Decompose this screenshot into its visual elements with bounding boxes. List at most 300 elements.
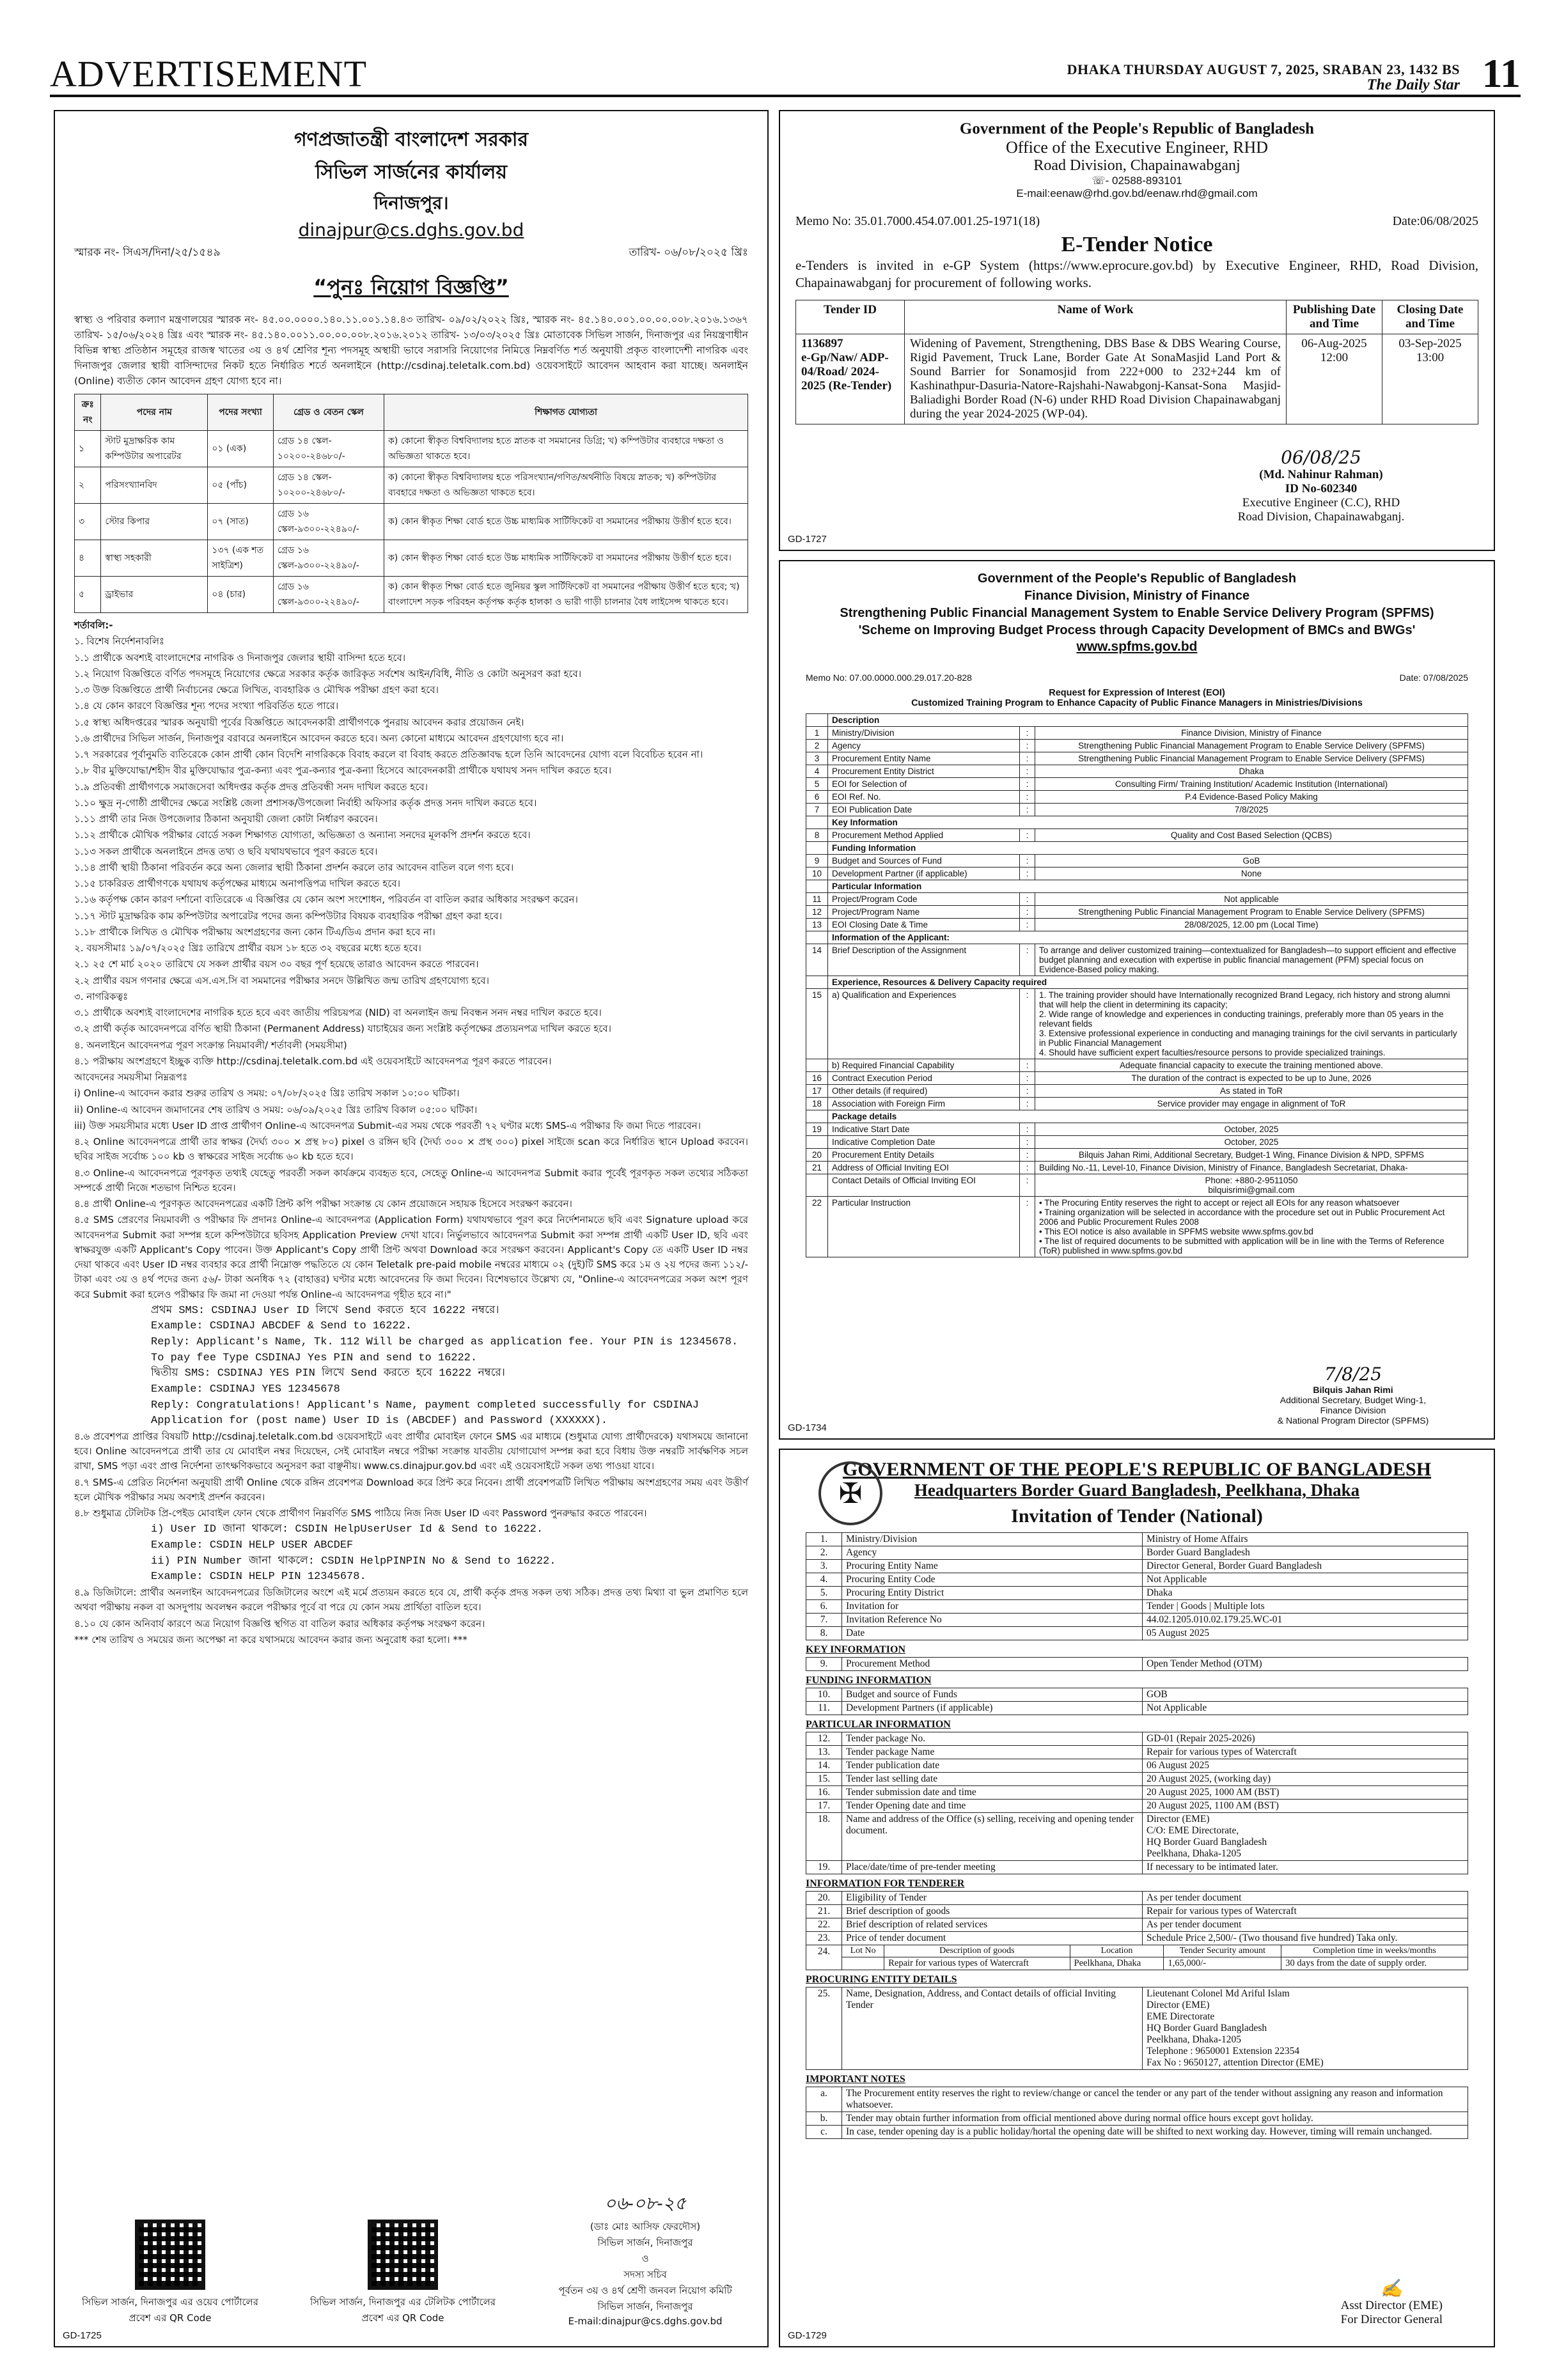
memo-line xyxy=(795,214,1478,229)
row-number xyxy=(806,842,828,855)
signer-role: সিভিল সার্জন, দিনাজপুর xyxy=(597,2301,693,2312)
table-row xyxy=(806,752,1468,765)
condition-item: ১.৫ স্বাস্থ্য অধিদপ্তরের স্মারক অনুযায়ী পূর্বের বিজ্ঞপ্তিতে আবেদনকারী প্রার্থীগণকে পুনরায় আবেদন করার প্রয়োজন নেই। xyxy=(74,716,524,728)
table-row xyxy=(806,740,1468,752)
sms-line: Reply: Congratulations! Applicant's Name, payment completed successfully for CSDINAJ Application for (post name) User ID is (ABCDEF) and Password (XXXXXX). xyxy=(151,1399,699,1427)
row-value: Not Applicable xyxy=(1143,1702,1468,1715)
row-key: EOI Ref. No. xyxy=(828,791,1020,804)
column-header: পদের নাম xyxy=(101,394,208,431)
row-value: Border Guard Bangladesh xyxy=(1143,1546,1468,1560)
note-text: Tender may obtain further information from official mentioned above during normal office hours except govt holiday. xyxy=(842,2112,1468,2126)
row-value: • The Procuring Entity reserves the right to accept or reject all EOIs for any reason whatsoever • Training organization will be selected in accordance with the procedure set out in Public Procurement Act 2006 and Public Procurement Rules 2008 • This EOI notice is also available in SPFMS website www.spfms.gov.bd • The list of required documents to be submitted with application will be in line with the Terms of Reference (ToR) published in www.spfms.gov.bd xyxy=(1035,1197,1468,1257)
table-row xyxy=(806,1197,1468,1257)
row-value: Director General, Border Guard Bangladesh xyxy=(1143,1560,1468,1573)
condition-item: আবেদনের সময়সীমা নিম্নরূপঃ xyxy=(74,1071,188,1084)
recovery-line: ii) PIN Number জানা থাকলে: CSDIN HelpPINPIN No & Send to 16222. xyxy=(151,1555,556,1567)
column-header: গ্রেড ও বেতন স্কেল xyxy=(273,394,384,431)
bgb-tender-ad xyxy=(779,1449,1495,2347)
condition-item: ৪.২ Online আবেদনপত্রে প্রার্থী তার স্বাক্ষর (দৈর্ঘ্য ৩০০ × প্রস্থ ৮০) pixel ও রঙ্গিন ছবি (দৈর্ঘ্য ৩০০ × প্রস্থ ৩০০) pixel সাইজে scan করে নির্ধারিত স্থানে Upload করবেন। ছবির সাইজ সর্বোচ্চ ১০০ kb ও স্বাক্ষরের সাইজ সর্বোচ্চ ৬০ kb হতে হবে। xyxy=(74,1136,748,1163)
row-number: 19. xyxy=(806,1861,842,1874)
lot-cell: 1,65,000/- xyxy=(1164,1957,1281,1970)
table-row xyxy=(806,1533,1468,1546)
condition-item: ১.১২ প্রার্থীকে মৌখিক পরীক্ষার বোর্ডে সকল শিক্ষাগত যোগ্যতা, অভিজ্ঞতা ও অন্যান্য সনদের মূলকপি প্রদর্শন করতে হবে। xyxy=(74,829,531,841)
row-value: October, 2025 xyxy=(1035,1136,1468,1149)
qr-teletalk xyxy=(307,2220,499,2327)
row-value: Lieutenant Colonel Md Ariful Islam Director (EME) EME Directorate HQ Border Guard Bangladesh Peelkhana, Dhaka-1205 Telephone : 9650001 Extension 22354 Fax No : 9650127, attention Director (EME) xyxy=(1143,1987,1468,2070)
key-info-table xyxy=(806,1657,1468,1671)
row-number: 9. xyxy=(806,1658,842,1671)
table-cell: ক) কোন স্বীকৃত শিক্ষা বোর্ড হতে উচ্চ মাধ্যমিক সার্টিফিকেট বা সমমানের পরীক্ষায় উত্তীর্ণ হতে হবে। xyxy=(384,504,748,540)
procuring-table xyxy=(806,1987,1468,2070)
table-row xyxy=(806,816,1468,829)
row-number: 10 xyxy=(806,867,828,880)
row-number: 14. xyxy=(806,1759,842,1773)
row-value: Not applicable xyxy=(1035,893,1468,906)
row-key: Association with Foreign Firm xyxy=(828,1098,1020,1110)
row-value: GD-01 (Repair 2025-2026) xyxy=(1143,1732,1468,1746)
row-colon: : xyxy=(1020,752,1035,765)
signer-role: For Director General xyxy=(1340,2313,1443,2326)
note-text: The Procurement entity reserves the right to review/change or cancel the tender or any part of the tender without assigning any reason and information whatsoever. xyxy=(842,2087,1468,2112)
post-table xyxy=(74,394,748,613)
row-number xyxy=(806,816,828,829)
table-row xyxy=(75,431,748,467)
row-value: Phone: +880-2-9511050 bilquisrimi@gmail.com xyxy=(1035,1174,1468,1197)
row-key: Address of Official Inviting EOI xyxy=(828,1162,1020,1174)
masthead xyxy=(50,52,1521,97)
table-row xyxy=(75,504,748,540)
sms-line: প্রথম SMS: CSDINAJ User ID লিখে Send করতে হবে 16222 নম্বরে। xyxy=(151,1304,499,1317)
row-value: Finance Division, Ministry of Finance xyxy=(1035,727,1468,740)
table-row xyxy=(806,714,1468,727)
lot-row-number: 24. xyxy=(806,1945,842,1970)
row-number: 6. xyxy=(806,1600,842,1614)
row-value: Repair for various types of Watercraft xyxy=(1143,1905,1468,1918)
qr-caption: সিভিল সার্জন, দিনাজপুর এর টেলিটক পোর্টালের প্রবেশ এর QR Code xyxy=(309,2296,496,2324)
eoi-subtitle: Customized Training Program to Enhance Capacity of Public Finance Managers in Ministries/Divisions xyxy=(911,698,1363,708)
row-key: Tender package No. xyxy=(842,1732,1143,1746)
row-key: b) Required Financial Capability xyxy=(828,1059,1020,1072)
row-number: 5. xyxy=(806,1587,842,1600)
recovery-line: i) User ID জানা থাকলে: CSDIN HelpUserUser Id & Send to 16222. xyxy=(151,1523,544,1536)
note-text: In case, tender opening day is a public holiday/hortal the opening date will be shifted to next working day. However, timing will remain unchanged. xyxy=(842,2126,1468,2139)
row-key: Tender Opening date and time xyxy=(842,1800,1143,1813)
row-key: Name, Designation, Address, and Contact details of official Inviting Tender xyxy=(842,1987,1143,2070)
row-key: Particular Instruction xyxy=(828,1197,1020,1257)
row-number: 16. xyxy=(806,1786,842,1800)
conditions-label: শর্তাবলি:- xyxy=(74,619,113,632)
row-value: Schedule Price 2,500/- (Two thousand five hundred) Taka only. xyxy=(1143,1932,1468,1945)
email[interactable]: E-mail:eenaw@rhd.gov.bd/eenaw.rhd@gmail.com xyxy=(1016,187,1258,199)
memo-date: Date:06/08/2025 xyxy=(1392,214,1478,228)
row-key: Procurement Method Applied xyxy=(828,829,1020,842)
eoi-table xyxy=(806,713,1468,1257)
signer-role: পূর্বতন ৩য় ও ৪র্থ শ্রেণী জনবল নিয়োগ কমিটি xyxy=(558,2285,732,2296)
row-value: Adequate financial capacity to execute the training mentioned above. xyxy=(1035,1059,1468,1072)
row-number: 7 xyxy=(806,804,828,816)
table-row xyxy=(806,1658,1468,1671)
row-number: 2. xyxy=(806,1546,842,1560)
condition-item: ৩.১ প্রার্থীকে অবশ্যই বাংলাদেশের নাগরিক হতে হবে এবং জাতীয় পরিচয়পত্র (NID) বা অনলাইন জন্ম নিবন্ধন সনদ নম্বর দাখিল করতে হবে। xyxy=(74,1007,602,1019)
table-row xyxy=(806,1614,1468,1627)
row-colon: : xyxy=(1020,778,1035,791)
division-title: Road Division, Chapainawabganj xyxy=(1033,157,1241,174)
row-number: 17 xyxy=(806,1085,828,1098)
condition-item: ১.১৭ স্টাট মুদ্রাক্ষরিক কাম কম্পিউটার অপারেটর পদের জন্য কম্পিউটার বিষয়ক ব্যবহারিক পরীক্ষা গ্রহণ করা হবে। xyxy=(74,910,503,922)
ad-code: GD-1734 xyxy=(788,1422,827,1433)
condition-item: ৩. নাগরিকত্বঃ xyxy=(74,990,129,1002)
ad-code: GD-1727 xyxy=(788,534,827,545)
row-value: Dhaka xyxy=(1143,1587,1468,1600)
table-row xyxy=(806,1587,1468,1600)
office-email[interactable]: dinajpur@cs.dghs.gov.bd xyxy=(298,219,524,240)
section-funding: FUNDING INFORMATION xyxy=(806,1675,932,1686)
table-row xyxy=(806,1702,1468,1715)
condition-item: ১.১০ ক্ষুদ্র নৃ-গোষ্ঠী প্রার্থীদের ক্ষেত্রে সংশ্লিষ্ট জেলা প্রশাসক/উপজেলা নির্বাহী অফিসার কর্তৃক প্রদত্ত সনদ দাখিল করতে হবে। xyxy=(74,797,537,809)
condition-item: *** শেষ তারিখ ও সময়ের জন্য অপেক্ষা না করে যথাসময়ে আবেদন করার জন্য অনুরোধ করা হলো। *** xyxy=(74,1633,467,1645)
row-value: Building No.-11, Level-10, Finance Division, Ministry of Finance, Bangladesh Secretariat, Dhaka- xyxy=(1035,1162,1468,1174)
lot-header: Location xyxy=(1070,1945,1164,1957)
row-colon: : xyxy=(1020,893,1035,906)
tender-id: 1136897 xyxy=(801,336,843,350)
condition-item: ১.১৩ সকল প্রার্থীকে অনলাইনে প্রদত্ত তথ্য ও ছবি যথাযথভাবে পূরণ করতে হবে। xyxy=(74,845,378,857)
row-colon: : xyxy=(1020,829,1035,842)
table-row xyxy=(75,540,748,577)
column-header: শিক্ষাগত যোগ্যতা xyxy=(384,394,748,431)
row-value: To arrange and deliver customized training—contextualized for Bangladesh—to support efficient and effective budget planning and execution with expertise in public financial management (PFM) special focus on Evidence-Based policy making. xyxy=(1035,944,1468,976)
bgb-emblem-icon: ✠ xyxy=(818,1461,882,1525)
row-value: Strengthening Public Financial Management Program to Enable Service Delivery (SPFMS) xyxy=(1035,752,1468,765)
row-value: 05 August 2025 xyxy=(1143,1627,1468,1640)
row-value: As per tender document xyxy=(1143,1918,1468,1932)
qr-web xyxy=(74,2220,266,2327)
row-key: Brief description of related services xyxy=(842,1918,1143,1932)
table-cell: ০৭ (সাত) xyxy=(208,504,274,540)
row-colon: : xyxy=(1020,906,1035,919)
row-number xyxy=(806,1174,828,1197)
closing-date: 03-Sep-2025 13:00 xyxy=(1382,334,1478,424)
row-key: Name and address of the Office (s) selling, receiving and opening tender document. xyxy=(842,1813,1143,1861)
table-row xyxy=(806,1600,1468,1614)
signature-date: ০৬-০৮-২৫ xyxy=(604,2193,687,2214)
row-number: 25. xyxy=(806,1987,842,2070)
row-number: 3. xyxy=(806,1560,842,1573)
row-number: 4. xyxy=(806,1573,842,1587)
signature-date: 7/8/25 xyxy=(1324,1364,1382,1385)
row-key: EOI for Selection of xyxy=(828,778,1020,791)
memo-date: Date: 07/08/2025 xyxy=(1399,673,1468,683)
row-key: Procuring Entity Code xyxy=(842,1573,1143,1587)
condition-item: ১.৩ উক্ত বিজ্ঞপ্তিতে প্রার্থী নির্বাচনের ক্ষেত্রে লিখিত, ব্যবহারিক ও মৌখিক পরীক্ষা গ্রহণ করা হবে। xyxy=(74,684,439,696)
row-value: As per tender document xyxy=(1143,1892,1468,1905)
table-row xyxy=(806,855,1468,867)
row-value: As stated in ToR xyxy=(1035,1085,1468,1098)
table-cell: ৩ xyxy=(75,504,101,540)
program-title: Strengthening Public Financial Management System to Enable Service Delivery Program (SPFMS) xyxy=(840,606,1434,620)
row-value: 7/8/2025 xyxy=(1035,804,1468,816)
table-row xyxy=(806,1110,1468,1123)
row-number: 23. xyxy=(806,1932,842,1945)
row-colon: : xyxy=(1020,1136,1035,1149)
table-cell: গ্রেড ১৬ স্কেল-৯৩০০-২২৪৯০/- xyxy=(273,540,384,577)
section-key: KEY INFORMATION xyxy=(806,1644,905,1655)
row-number: 12 xyxy=(806,906,828,919)
ad-code: GD-1729 xyxy=(788,2330,827,2341)
table-cell: ৪ xyxy=(75,540,101,577)
condition-item: ১.১ প্রার্থীকে অবশ্যই বাংলাদেশের নাগরিক ও দিনাজপুর জেলার স্থায়ী বাসিন্দা হতে হবে। xyxy=(74,651,406,664)
row-value: GOB xyxy=(1143,1688,1468,1702)
table-cell: স্টাট মুদ্রাক্ষরিক কাম কম্পিউটার অপারেটর xyxy=(101,431,208,467)
row-value: Ministry of Home Affairs xyxy=(1143,1533,1468,1546)
row-colon: : xyxy=(1020,1174,1035,1197)
work-name: Widening of Pavement, Strengthening, DBS Base & DBS Wearing Course, Rigid Pavement, Truck Lane, Border Gate At SonaMasjid Land Port & Sound Barrier for Sonamosjid from 222+000 to 232+244 km of Kashinathpur-Dasuria-Natore-Rajshahi-Nawabgonj-Kansat-Sona Masjid- Baliadighi Border Road (N-6) under RHD Road Division Chapainawabganj during the year 2024-2025 (WP-04). xyxy=(905,334,1287,424)
row-value: 20 August 2025, 1100 AM (BST) xyxy=(1143,1800,1468,1813)
row-key: Development Partners (if applicable) xyxy=(842,1702,1143,1715)
signer-email[interactable]: E-mail:dinajpur@cs.dghs.gov.bd xyxy=(568,2315,723,2327)
row-value: 06 August 2025 xyxy=(1143,1759,1468,1773)
row-number: 11 xyxy=(806,893,828,906)
table-cell: ৫ xyxy=(75,577,101,613)
row-value: October, 2025 xyxy=(1035,1123,1468,1136)
row-number: 12. xyxy=(806,1732,842,1746)
table-row xyxy=(806,1688,1468,1702)
sms-line: Example: CSDINAJ YES 12345678 xyxy=(151,1383,340,1396)
row-number: 22 xyxy=(806,1197,828,1257)
website-link[interactable]: www.spfms.gov.bd xyxy=(1076,639,1198,654)
row-number: 13. xyxy=(806,1746,842,1759)
notes-table xyxy=(806,2087,1468,2139)
row-value: Dhaka xyxy=(1035,765,1468,778)
row-value: Open Tender Method (OTM) xyxy=(1143,1658,1468,1671)
row-number: 4 xyxy=(806,765,828,778)
publish-date: 06-Aug-2025 12:00 xyxy=(1287,334,1382,424)
condition-item: ১.৮ বীর মুক্তিযোদ্ধা/শহীদ বীর মুক্তিযোদ্ধার পুত্র-কন্যা এবং পুত্র-কন্যার পুত্র-কন্যা হিসেবে আবেদনকারী প্রার্থীকে যথাযথ সনদ দাখিল করতে হবে। xyxy=(74,765,612,777)
qr-code-icon[interactable] xyxy=(368,2220,438,2290)
table-cell: ক) কোন স্বীকৃত শিক্ষা বোর্ড হতে উচ্চ মাধ্যমিক সার্টিফিকেট বা সমমানের পরীক্ষায় উত্তীর্ণ হতে হবে। xyxy=(384,540,748,577)
ad-header xyxy=(74,124,748,240)
table-cell: ২ xyxy=(75,467,101,504)
table-cell: গ্রেড ১৪ স্কেল- ১০২০০-২৪৬৮০/- xyxy=(273,467,384,504)
table-row xyxy=(806,1085,1468,1098)
row-number: 9 xyxy=(806,855,828,867)
tail-conditions xyxy=(74,1585,748,1647)
lot-header: Lot No xyxy=(842,1945,884,1957)
table-row xyxy=(806,1786,1468,1800)
ref-date: তারিখ- ০৬/০৮/২০২৫ খ্রিঃ xyxy=(629,246,748,259)
signer-role: & National Program Director (SPFMS) xyxy=(1277,1415,1429,1426)
row-colon: : xyxy=(1020,727,1035,740)
signature-block xyxy=(1187,447,1455,524)
signer-role: ও xyxy=(641,2253,649,2264)
table-row xyxy=(806,919,1468,931)
govt-title: GOVERNMENT OF THE PEOPLE'S REPUBLIC OF BANGLADESH xyxy=(842,1459,1432,1480)
row-number xyxy=(806,880,828,893)
section-notes: IMPORTANT NOTES xyxy=(806,2074,905,2085)
table-cell: স্টোর কিপার xyxy=(101,504,208,540)
row-colon: : xyxy=(1020,804,1035,816)
row-key: Procurement Entity Details xyxy=(828,1149,1020,1162)
condition-item: ১.১৮ প্রার্থীকে লিখিত ও মৌখিক পরীক্ষায় অংশগ্রহণের জন্য কোন টিএ/ডিএ প্রদান করা হবে না। xyxy=(74,926,435,938)
table-row xyxy=(806,880,1468,893)
row-key: Date xyxy=(842,1627,1143,1640)
table-row xyxy=(806,1123,1468,1136)
row-number: 1. xyxy=(806,1533,842,1546)
finance-eoi-ad xyxy=(779,560,1495,1440)
row-colon: : xyxy=(1020,1149,1035,1162)
eoi-title: Request for Expression of Interest (EOI) xyxy=(1049,688,1225,698)
tenderer-table xyxy=(806,1891,1468,1945)
table-cell: গ্রেড ১৬ স্কেল-৯৩০০-২২৪৯০/- xyxy=(273,577,384,613)
row-value: 44.02.1205.010.02.179.25.WC-01 xyxy=(1143,1614,1468,1627)
row-key: Experience, Resources & Delivery Capacity required xyxy=(828,976,1468,989)
table-row xyxy=(806,1136,1468,1149)
condition-item: ২. বয়সসীমাঃ ১৯/০৭/২০২৫ খ্রিঃ তারিখে প্রার্থীর বয়স ১৮ হতে ৩২ বছরের মধ্যে হতে হবে। xyxy=(74,942,421,954)
lot-cell: 30 days from the date of supply order. xyxy=(1281,1957,1468,1970)
row-number: 2 xyxy=(806,740,828,752)
row-number: 1 xyxy=(806,727,828,740)
signer-title: Asst Director (EME) xyxy=(1340,2299,1443,2312)
signature-block xyxy=(1238,1364,1468,1426)
table-row xyxy=(806,1098,1468,1110)
rhd-tender-ad xyxy=(779,110,1495,551)
condition-item: ১.১১ প্রার্থী তার নিজ উপজেলার ঠিকানা অনুযায়ী জেলা কোটা নির্ধারণ করবেন। xyxy=(74,813,378,825)
table-row xyxy=(806,791,1468,804)
ad-code: GD-1725 xyxy=(63,2330,102,2341)
table-row xyxy=(806,2112,1468,2126)
row-value: 20 August 2025, 1000 AM (BST) xyxy=(1143,1786,1468,1800)
signer-name: (Md. Nahinur Rahman) xyxy=(1259,468,1383,481)
signer-title: Executive Engineer (C.C), RHD xyxy=(1242,496,1400,509)
row-number: 15 xyxy=(806,989,828,1059)
table-row xyxy=(806,1892,1468,1905)
table-row xyxy=(75,467,748,504)
table-row xyxy=(806,842,1468,855)
more-conditions xyxy=(74,1429,748,1521)
row-key: Funding Information xyxy=(828,842,1468,855)
row-key: Information of the Applicant: xyxy=(828,931,1468,944)
row-key: Budget and source of Funds xyxy=(842,1688,1143,1702)
qr-code-icon[interactable] xyxy=(135,2220,205,2290)
row-value: GoB xyxy=(1035,855,1468,867)
row-key: Contract Execution Period xyxy=(828,1072,1020,1085)
signer-title: সিভিল সার্জন, দিনাজপুর xyxy=(597,2237,693,2248)
paper-logo: The Daily Star xyxy=(1366,77,1460,93)
row-number: 11. xyxy=(806,1702,842,1715)
table-cell: পরিসংখ্যানবিদ xyxy=(101,467,208,504)
condition-item: ৪.৬ প্রবেশপত্র প্রাপ্তির বিষয়টি http://csdinaj.teletalk.com.bd ওয়েবসাইটে এবং প্রার্থীর মোবাইল ফোনে SMS এর মাধ্যমে (শুধুমাত্র যোগ্য প্রার্থীদেরকে) যথাসময়ে জানানো হবে। Online আবেদনপত্রে প্রার্থী তার যে মোবাইল নম্বর দিয়েছেন, সেই মোবাইল নম্বরে পরীক্ষা সংক্রান্ত যাবতীয় যোগাযোগ সম্পন্ন করা হবে বিধায় উক্ত নম্বরটি সার্বক্ষণিক সচল রাখা, SMS পড়া এবং প্রাপ্ত নির্দেশনা তাৎক্ষণিকভাবে অনুসরণ করা বাঞ্ছনীয়। www.cs.dinajpur.gov.bd এবং এই ওয়েবসাইটে সকল তথ্য পাওয়া যাবে। xyxy=(74,1430,748,1472)
row-key: Project/Program Code xyxy=(828,893,1020,906)
row-number: 19 xyxy=(806,1123,828,1136)
table-row xyxy=(806,1918,1468,1932)
row-value: Strengthening Public Financial Management Program to Enable Service Delivery (SPFMS) xyxy=(1035,740,1468,752)
signature-block xyxy=(540,2189,751,2327)
page-number: 11 xyxy=(1482,51,1521,96)
row-number: 10. xyxy=(806,1688,842,1702)
tender-ref: e-Gp/Naw/ ADP-04/Road/ 2024-2025 (Re-Tender) xyxy=(801,350,892,393)
table-row xyxy=(806,944,1468,976)
row-key: EOI Closing Date & Time xyxy=(828,919,1020,931)
row-number xyxy=(806,1136,828,1149)
district: দিনাজপুর। xyxy=(373,192,449,214)
row-number: 20. xyxy=(806,1892,842,1905)
table-row xyxy=(806,727,1468,740)
column-header: Name of Work xyxy=(905,300,1287,334)
row-key: Budget and Sources of Fund xyxy=(828,855,1020,867)
row-key: Tender last selling date xyxy=(842,1773,1143,1786)
row-key: Indicative Completion Date xyxy=(828,1136,1020,1149)
civil-surgeon-ad xyxy=(54,110,769,2347)
row-key: Tender submission date and time xyxy=(842,1786,1143,1800)
condition-item: ২.১ ২৫ শে মার্চ ২০২০ তারিখে যে সকল প্রার্থীর বয়স ৩০ বছর পূর্ণ হয়েছে তারাও আবেদন করতে পারবেন। xyxy=(74,958,479,970)
recovery-line: Example: CSDIN HELP PIN 12345678. xyxy=(151,1571,366,1583)
row-key: Contact Details of Official Inviting EOI xyxy=(828,1174,1020,1197)
table-cell: ০১ (এক) xyxy=(208,431,274,467)
signer-role: সদস্য সচিব xyxy=(623,2269,667,2280)
row-number xyxy=(806,714,828,727)
govt-title: গণপ্রজাতন্ত্রী বাংলাদেশ সরকার xyxy=(294,128,528,151)
row-colon: : xyxy=(1020,867,1035,880)
table-cell: ক) কোনো স্বীকৃত বিশ্ববিদ্যালয় হতে স্নাতক বা সমমানের ডিগ্রি; খ) কম্পিউটার ব্যবহারে দক্ষতা ও অভিজ্ঞতা থাকতে হবে। xyxy=(384,431,748,467)
row-number: 13 xyxy=(806,919,828,931)
condition-item: ১.৭ সরকারের পূর্বানুমতি ব্যতিরেকে কোন প্রার্থী কোন বিদেশি নাগরিককে বিবাহ করলে বা বিবাহ করতে প্রতিজ্ঞাবদ্ধ হলে তিনি আবেদনের যোগ্য বলে বিবেচিত হবেন না। xyxy=(74,749,703,761)
tender-id-cell xyxy=(796,334,905,424)
signature-row xyxy=(74,2189,751,2327)
conditions-list xyxy=(74,634,748,1302)
condition-item: ৪.৯ ডিজিটালে: প্রার্থীর অনলাইন আবেদনপত্রের ডিজিটালের অংশে এই মর্মে প্রত্যয়ন করতে হবে যে, প্রার্থী কর্তৃক প্রদত্ত সকল তথ্য সঠিক। প্রদত্ত তথ্য মিথ্যা বা ভুল প্রমাণিত হলে অথবা পরীক্ষায় নকল বা অসদুপায় অবলম্বন করলে পরীক্ষার পূর্বে বা পরে যে কোন সময় প্রার্থিতা বাতিল হবে। xyxy=(74,1587,748,1614)
division-title: Finance Division, Ministry of Finance xyxy=(1024,589,1250,603)
signature-mark: ✍ xyxy=(1380,2278,1403,2299)
row-value: Repair for various types of Watercraft xyxy=(1143,1746,1468,1759)
qr-caption: সিভিল সার্জন, দিনাজপুর এর ওয়েব পোর্টালের প্রবেশ এর QR Code xyxy=(82,2296,258,2324)
lot-header: Completion time in weeks/months xyxy=(1281,1945,1468,1957)
condition-item: ১. বিশেষ নির্দেশনাবলিঃ xyxy=(74,635,164,648)
row-colon: : xyxy=(1020,1059,1035,1072)
tender-table xyxy=(795,300,1478,424)
section-particular: PARTICULAR INFORMATION xyxy=(806,1719,951,1730)
row-key: Package details xyxy=(828,1110,1468,1123)
table-row xyxy=(806,1149,1468,1162)
hq-title: Headquarters Border Guard Bangladesh, Peelkhana, Dhaka xyxy=(914,1481,1360,1500)
table-row xyxy=(806,976,1468,989)
signer-name: Bilquis Jahan Rimi xyxy=(1313,1385,1393,1395)
table-row xyxy=(806,1813,1468,1861)
phone: ☏- 02588-893101 xyxy=(1092,175,1182,187)
row-value: Strengthening Public Financial Management Program to Enable Service Delivery (SPFMS) xyxy=(1035,906,1468,919)
row-key: Procuring Entity Name xyxy=(842,1560,1143,1573)
row-value: Consulting Firm/ Training Institution/ Academic Institution (International) xyxy=(1035,778,1468,791)
table-row xyxy=(806,1759,1468,1773)
row-key: Key Information xyxy=(828,816,1468,829)
table-cell: গ্রেড ১৬ স্কেল-৯৩০০-২২৪৯০/- xyxy=(273,504,384,540)
row-colon: : xyxy=(1020,1098,1035,1110)
row-number: 16 xyxy=(806,1072,828,1085)
table-row xyxy=(806,1987,1468,2070)
row-value: Tender | Goods | Multiple lots xyxy=(1143,1600,1468,1614)
row-key: Place/date/time of pre-tender meeting xyxy=(842,1861,1143,1874)
row-colon: : xyxy=(1020,944,1035,976)
table-row xyxy=(806,804,1468,816)
row-colon: : xyxy=(1020,989,1035,1059)
row-key: Tender publication date xyxy=(842,1759,1143,1773)
row-colon: : xyxy=(1020,1197,1035,1257)
table-cell: ১৩৭ (এক শত সাইত্রিশ) xyxy=(208,540,274,577)
memo-line xyxy=(806,673,1468,683)
office-title: সিভিল সার্জনের কার্যালয় xyxy=(315,161,508,183)
column-header: Closing Date and Time xyxy=(1382,300,1478,334)
table-row xyxy=(806,1773,1468,1786)
table-row xyxy=(806,1746,1468,1759)
table-row xyxy=(806,1162,1468,1174)
